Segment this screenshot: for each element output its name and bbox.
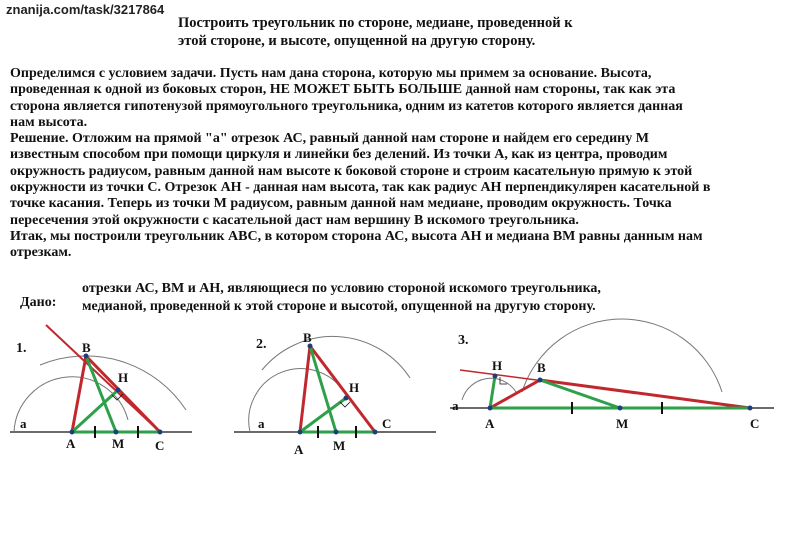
point-m [618,406,623,411]
label-b: В [82,340,91,355]
label-line-a: а [258,416,265,431]
label-a: А [485,416,495,431]
median-bm [310,346,336,432]
body-line: отрезкам. [10,245,72,261]
figure-number: 3. [458,333,469,348]
label-line-a: а [20,416,27,431]
height-ah [490,376,495,408]
label-c: С [155,438,165,453]
given-label: Дано: [20,295,57,310]
height-ah [300,398,346,432]
label-h: Н [349,380,360,395]
body-line: проведенная к одной из боковых сторон, НЕ МОЖЕТ БЫТЬ БОЛЬШЕ данной нам стороны, так как эта [10,82,676,98]
point-m [334,430,339,435]
body-line: Решение. Отложим на прямой "а" отрезок АС, равный данной нам стороне и найдем его середину М [10,131,649,147]
label-line-a: а [452,398,459,413]
point-a [298,430,303,435]
label-h: Н [492,358,503,373]
point-c [748,406,753,411]
label-a: А [66,436,76,451]
side-ab [490,380,540,408]
figure-2 [234,330,436,457]
label-b: В [303,330,312,345]
title-line: этой стороне, и высоте, опущенной на другую сторону. [178,33,536,49]
figure-1 [10,325,192,453]
point-h [344,396,349,401]
label-c: С [750,416,760,431]
point-c [373,430,378,435]
figure-number: 2. [256,337,267,352]
label-c: С [382,416,392,431]
point-h [116,388,121,393]
body-line: нам высота. [10,114,88,130]
body-line: известным способом при помощи циркуля и линейки без делений. Из точки А, как из центра, проводим [10,147,668,163]
label-m: М [616,416,629,431]
point-m [114,430,119,435]
point-b [538,378,543,383]
given-line: отрезки АС, ВМ и АН, являющиеся по условию стороной искомого треугольника, [82,281,601,296]
label-b: В [537,360,546,375]
point-a [488,406,493,411]
label-h: Н [118,370,129,385]
body-line: окружности из точки С. Отрезок АН - данная нам высота, так как радиус АН перпендикулярен касательной в [10,180,711,196]
body-line: пересечения этой окружности с касательной даст нам вершину В искомого треугольника. [10,212,579,228]
label-a: А [294,442,304,457]
label-m: М [112,436,125,451]
body-line: окружность радиусом, равным данной нам высоте к боковой стороне и строим касательную прямую к этой [10,163,693,179]
side-ab [300,346,310,432]
figure-3 [450,319,774,431]
given-line: медианой, проведенной к этой стороне и высотой, опущенной на другую сторону. [82,299,596,314]
title-line: Построить треугольник по стороне, медиане, проведенной к [178,15,573,31]
source-url: znanija.com/task/3217864 [6,2,165,17]
point-a [70,430,75,435]
point-h [493,374,498,379]
figure-number: 1. [16,341,27,356]
body-line: Определимся с условием задачи. Пусть нам дана сторона, которую мы примем за основание. Высота, [10,66,652,81]
point-c [158,430,163,435]
body-line: точке касания. Теперь из точки М радиусом, равным данной нам медиане, проводим окружность. Точка [10,196,672,212]
body-line: Итак, мы построили треугольник АВС, в котором сторона АС, высота АН и медиана ВМ равны данным нам [10,228,703,244]
body-line: сторона является гипотенузой прямоугольного треугольника, одним из катетов которого является данная [10,98,683,114]
label-m: М [333,438,346,453]
